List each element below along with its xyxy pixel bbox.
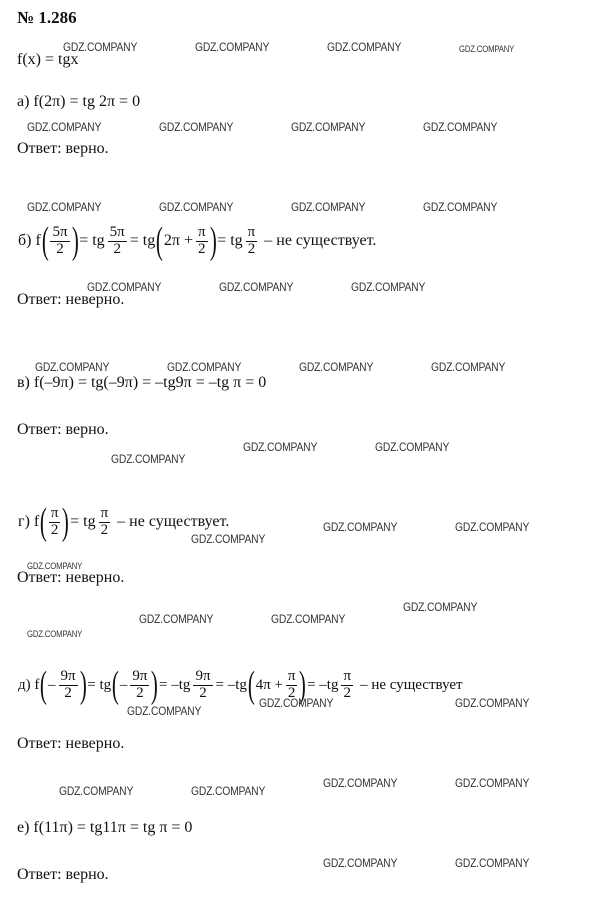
frac-num: π [100,504,109,521]
paren-open: ( [156,220,164,262]
fraction [193,669,212,702]
fraction [130,669,149,702]
watermark: GDZ.COMPANY [167,360,242,374]
watermark: GDZ.COMPANY [403,600,478,614]
fraction [246,225,258,258]
paren-close: ) [209,220,217,262]
watermark: GDZ.COMPANY [423,200,498,214]
frac-num: 9π [195,667,211,684]
watermark: GDZ.COMPANY [195,40,270,54]
frac-den: 2 [199,684,207,701]
part-f-answer: Ответ: верно. [17,866,109,883]
frac-den: 2 [64,684,72,701]
paren-close: ) [299,664,307,706]
watermark: GDZ.COMPANY [455,856,530,870]
frac-den: 2 [136,684,144,701]
fraction [50,225,69,258]
frac-num: π [343,667,352,684]
part-a-equation: а) f(2π) = tg 2π = 0 [17,93,141,110]
watermark: GDZ.COMPANY [455,696,530,710]
fraction [196,225,208,258]
fraction [49,506,61,539]
equals-minus-tg: = –tg [159,676,191,693]
equals-tg: = tg [217,232,243,249]
equals-tg: = tg [87,676,112,693]
watermark: GDZ.COMPANY [27,120,102,134]
paren-open: ( [112,664,119,706]
part-b-equation [17,222,377,260]
watermark: GDZ.COMPANY [423,120,498,134]
fraction [59,669,78,702]
paren-close: ) [151,664,159,706]
inner-expression: 2π + [163,232,193,249]
part-d-prefix: г) f [18,513,40,530]
part-e-equation [17,666,464,704]
paren-open: ( [40,664,48,706]
equals-minus-tg: = –tg [215,676,247,693]
conclusion: – не существует. [264,232,377,249]
part-e-prefix: д) f [18,676,40,693]
watermark: GDZ.COMPANY [259,696,334,710]
equals-minus-tg: = –tg [307,676,339,693]
frac-den: 2 [50,521,59,538]
watermark: GDZ.COMPANY [455,776,530,790]
watermark: GDZ.COMPANY [127,704,202,718]
watermark: GDZ.COMPANY [455,520,530,534]
conclusion: – не существует. [117,513,230,530]
frac-den: 2 [198,240,206,257]
watermark: GDZ.COMPANY [375,440,450,454]
paren-close: ) [79,664,87,706]
frac-num: 5π [52,223,68,240]
frac-num: π [287,667,296,684]
watermark: GDZ.COMPANY [431,360,506,374]
paren-open: ( [247,664,255,706]
watermark: GDZ.COMPANY [63,40,138,54]
exercise-number: № 1.286 [17,8,77,27]
fraction [108,225,127,258]
part-f-equation: е) f(11π) = tg11π = tg π = 0 [17,819,193,836]
watermark: GDZ.COMPANY [323,520,398,534]
watermark: GDZ.COMPANY [291,200,366,214]
part-a-answer: Ответ: верно. [17,140,109,157]
watermark: GDZ.COMPANY [111,452,186,466]
watermark: GDZ.COMPANY [243,440,318,454]
minus-sign: – [119,676,128,693]
watermark: GDZ.COMPANY [191,532,266,546]
watermark: GDZ.COMPANY [27,629,83,639]
equals-tg: = tg [129,232,156,249]
watermark: GDZ.COMPANY [87,280,162,294]
frac-den: 2 [100,521,109,538]
frac-num: π [197,223,206,240]
fraction [99,506,111,539]
fraction [341,669,353,702]
watermark: GDZ.COMPANY [291,120,366,134]
watermark: GDZ.COMPANY [159,120,234,134]
equals-tg: = tg [79,232,105,249]
watermark: GDZ.COMPANY [139,612,214,626]
watermark: GDZ.COMPANY [323,856,398,870]
watermark: GDZ.COMPANY [323,776,398,790]
frac-den: 2 [343,684,352,701]
frac-den: 2 [287,684,296,701]
watermark: GDZ.COMPANY [159,200,234,214]
part-e-answer: Ответ: неверно. [17,735,125,752]
part-b-answer: Ответ: неверно. [17,291,125,308]
watermark: GDZ.COMPANY [299,360,374,374]
paren-open: ( [41,220,49,262]
inner-expression: 4π + [255,676,283,693]
frac-den: 2 [113,240,121,257]
watermark: GDZ.COMPANY [459,44,515,54]
frac-num: 9π [132,667,148,684]
watermark: GDZ.COMPANY [351,280,426,294]
conclusion: – не существует [360,676,463,693]
frac-num: 5π [109,223,125,240]
frac-den: 2 [56,240,64,257]
watermark: GDZ.COMPANY [35,360,110,374]
frac-num: 9π [60,667,76,684]
part-b-prefix: б) f [18,232,41,249]
part-c-answer: Ответ: верно. [17,421,109,438]
part-d-answer: Ответ: неверно. [17,569,125,586]
part-c-equation: в) f(–9π) = tg(–9π) = –tg9π = –tg π = 0 [17,374,267,391]
function-definition: f(x) = tgx [17,51,79,68]
minus-sign: – [48,676,56,693]
paren-close: ) [62,501,70,543]
watermark: GDZ.COMPANY [219,280,294,294]
frac-num: π [247,223,256,240]
watermark: GDZ.COMPANY [271,612,346,626]
watermark: GDZ.COMPANY [59,784,134,798]
watermark: GDZ.COMPANY [191,784,266,798]
watermark: GDZ.COMPANY [27,200,102,214]
watermark: GDZ.COMPANY [327,40,402,54]
watermark: GDZ.COMPANY [27,561,83,571]
frac-den: 2 [247,240,256,257]
frac-num: π [50,504,59,521]
paren-open: ( [40,501,48,543]
equals-tg: = tg [70,513,96,530]
paren-close: ) [71,220,79,262]
